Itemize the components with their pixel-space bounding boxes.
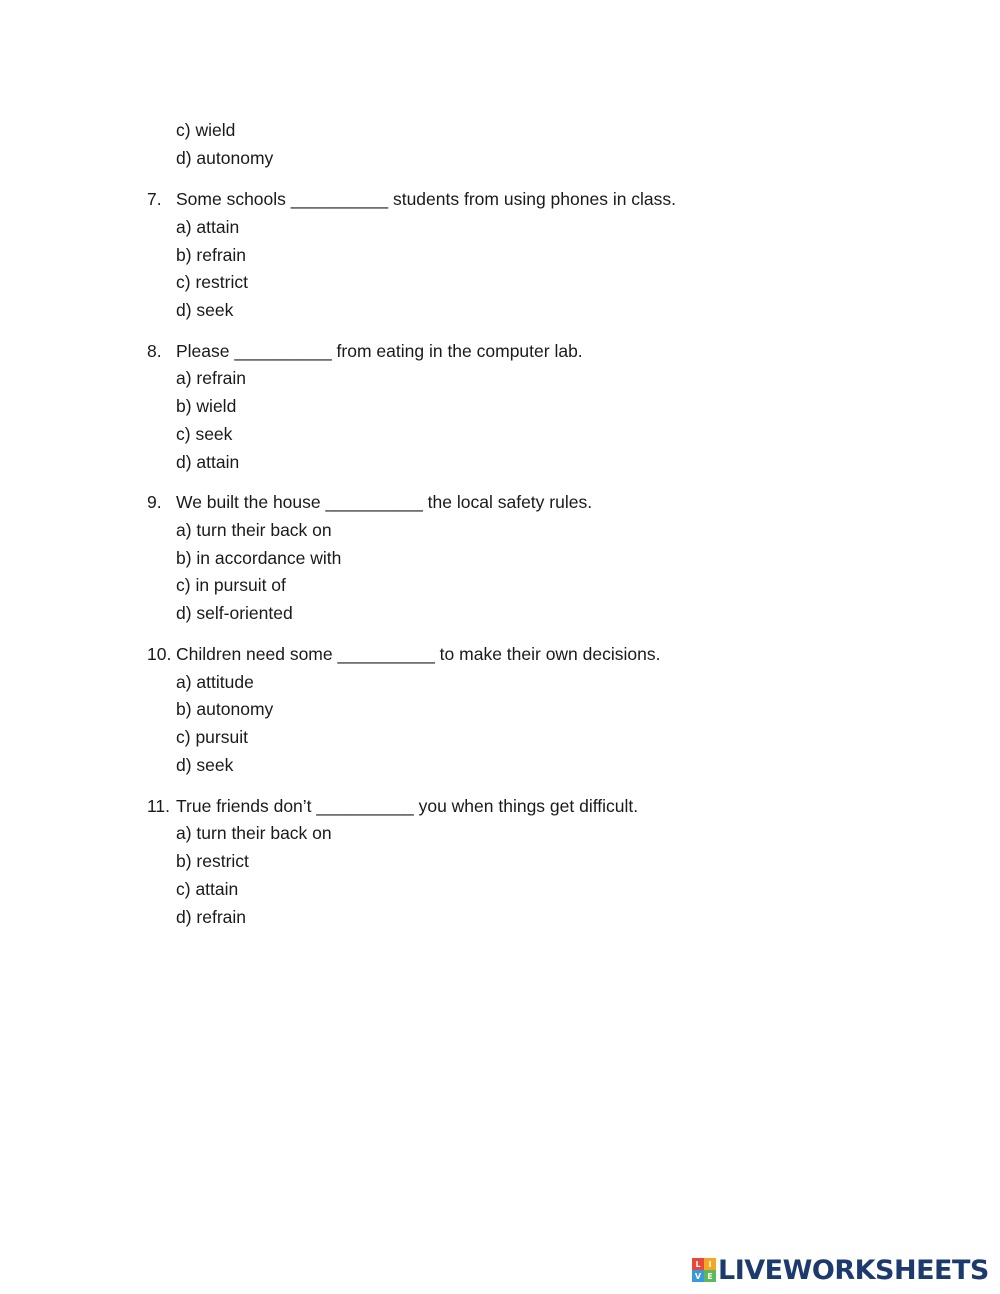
question-8-text: Please __________ from eating in the computer lab. [176,341,583,361]
question-7-option-c: c) restrict [176,272,248,292]
question-7-option-a: a) attain [176,217,240,237]
question-8-option-b: b) wield [176,396,237,416]
question-8-number: 8. [147,341,162,361]
question-9-text: We built the house __________ the local safety rules. [176,492,593,512]
carryover-option-c: c) wield [176,120,236,140]
question-11-text: True friends don’t __________ you when things get difficult. [176,796,639,816]
question-11-option-a: a) turn their back on [176,823,332,843]
question-10-option-c: c) pursuit [176,727,248,747]
question-10-text: Children need some __________ to make their own decisions. [176,644,661,664]
question-11-number: 11. [147,796,171,816]
question-7-option-d: d) seek [176,300,234,320]
liveworksheets-logo-icon [692,1258,716,1282]
question-7-text: Some schools __________ students from using phones in class. [176,189,677,209]
question-9-number: 9. [147,492,162,512]
question-9-option-a: a) turn their back on [176,520,332,540]
question-7-option-b: b) refrain [176,245,247,265]
question-10-option-a: a) attitude [176,672,254,692]
logo-icon-tile-e: E [704,1270,716,1282]
question-8-option-c: c) seek [176,424,233,444]
carryover-option-d: d) autonomy [176,148,274,168]
question-9-option-b: b) in accordance with [176,548,342,568]
question-10-option-b: b) autonomy [176,699,274,719]
liveworksheets-logo-text: LIVEWORKSHEETS [718,1254,989,1286]
question-9-option-d: d) self-oriented [176,603,293,623]
logo-icon-tile-l: L [692,1258,704,1270]
question-10-option-d: d) seek [176,755,234,775]
question-9-option-c: c) in pursuit of [176,575,286,595]
logo-icon-tile-v: V [692,1270,704,1282]
question-8-option-a: a) refrain [176,368,247,388]
question-7-number: 7. [147,189,162,209]
question-10-number: 10. [147,644,172,664]
question-11-option-d: d) refrain [176,907,247,927]
liveworksheets-logo [692,1255,989,1285]
question-8-option-d: d) attain [176,452,240,472]
logo-icon-tile-i: I [704,1258,716,1270]
question-11-option-b: b) restrict [176,851,249,871]
question-11-option-c: c) attain [176,879,239,899]
